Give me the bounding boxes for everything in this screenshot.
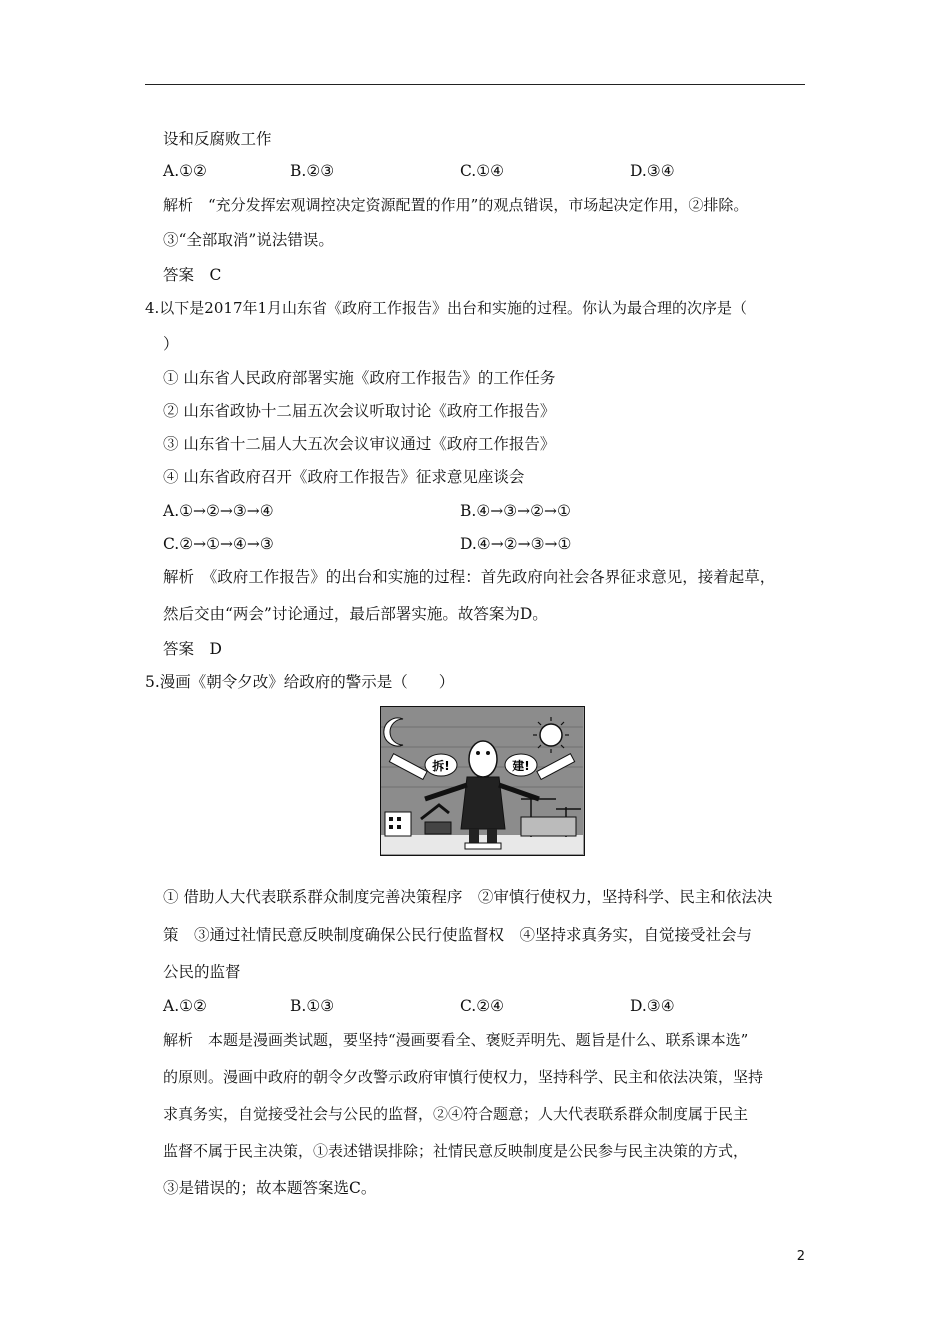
q5-analysis-line-3: 求真务实，自觉接受社会与公民的监督，②④符合题意；人大代表联系群众制度属于民主 [163,1105,749,1123]
q5-option-b: B.①③ [290,997,335,1015]
bubble-left-text: 拆! [432,759,450,773]
q5-option-d: D.③④ [630,997,675,1015]
q3-analysis-line-1: 解析 “充分发挥宏观调控决定资源配置的作用”的观点错误，市场起决定作用，②排除。 [163,196,749,214]
q3-option-a: A.①② [163,162,207,180]
q4-stem-line-1: 4.以下是2017年1月山东省《政府工作报告》出台和实施的过程。你认为最合理的次序是（ [145,299,748,317]
bubble-right-text: 建! [512,759,530,773]
q4-option-d: D.④→②→③→① [460,535,572,553]
q3-analysis-line-2: ③“全部取消”说法错误。 [163,231,334,249]
q3-answer: 答案 C [163,266,222,284]
q3-option-b: B.②③ [290,162,335,180]
q4-item-3: ③ 山东省十二届人大五次会议审议通过《政府工作报告》 [163,435,556,453]
q5-items-line-2: 策 ③通过社情民意反映制度确保公民行使监督权 ④坚持求真务实，自觉接受社会与 [163,926,753,944]
q5-items-line-3: 公民的监督 [163,963,241,981]
q4-option-c: C.②→①→④→③ [163,535,274,553]
cartoon-chaolingxigai [380,706,585,856]
q4-option-a: A.①→②→③→④ [163,502,274,520]
q5-analysis-line-1: 解析 本题是漫画类试题，要坚持“漫画要看全、褒贬弄明先、题旨是什么、联系课本选” [163,1031,749,1049]
q5-analysis-line-2: 的原则。漫画中政府的朝令夕改警示政府审慎行使权力，坚持科学、民主和依法决策，坚持 [163,1068,764,1086]
q5-items-line-1: ① 借助人大代表联系群众制度完善决策程序 ②审慎行使权力，坚持科学、民主和依法决 [163,888,773,906]
q3-option-d: D.③④ [630,162,675,180]
q4-item-1: ① 山东省人民政府部署实施《政府工作报告》的工作任务 [163,369,556,387]
q5-analysis-line-4: 监督不属于民主决策，①表述错误排除；社情民意反映制度是公民参与民主决策的方式， [163,1142,749,1160]
q5-stem: 5.漫画《朝令夕改》给政府的警示是（ ） [145,673,455,691]
q4-answer: 答案 D [163,640,222,658]
q5-option-c: C.②④ [460,997,505,1015]
q5-option-a: A.①② [163,997,207,1015]
page-number: 2 [796,1249,805,1264]
q4-analysis-line-1: 解析 《政府工作报告》的出台和实施的过程：首先政府向社会各界征求意见，接着起草， [163,568,776,586]
q4-option-b: B.④→③→②→① [460,502,571,520]
q3-option-c: C.①④ [460,162,505,180]
q4-item-2: ② 山东省政协十二届五次会议听取讨论《政府工作报告》 [163,402,556,420]
q5-analysis-line-5: ③是错误的；故本题答案选C。 [163,1179,377,1197]
q3-stem-tail: 设和反腐败工作 [163,130,272,148]
header-rule [145,84,805,85]
q4-analysis-line-2: 然后交由“两会”讨论通过，最后部署实施。故答案为D。 [163,605,548,623]
q4-stem-line-2: ） [163,335,179,353]
q4-item-4: ④ 山东省政府召开《政府工作报告》征求意见座谈会 [163,468,525,486]
